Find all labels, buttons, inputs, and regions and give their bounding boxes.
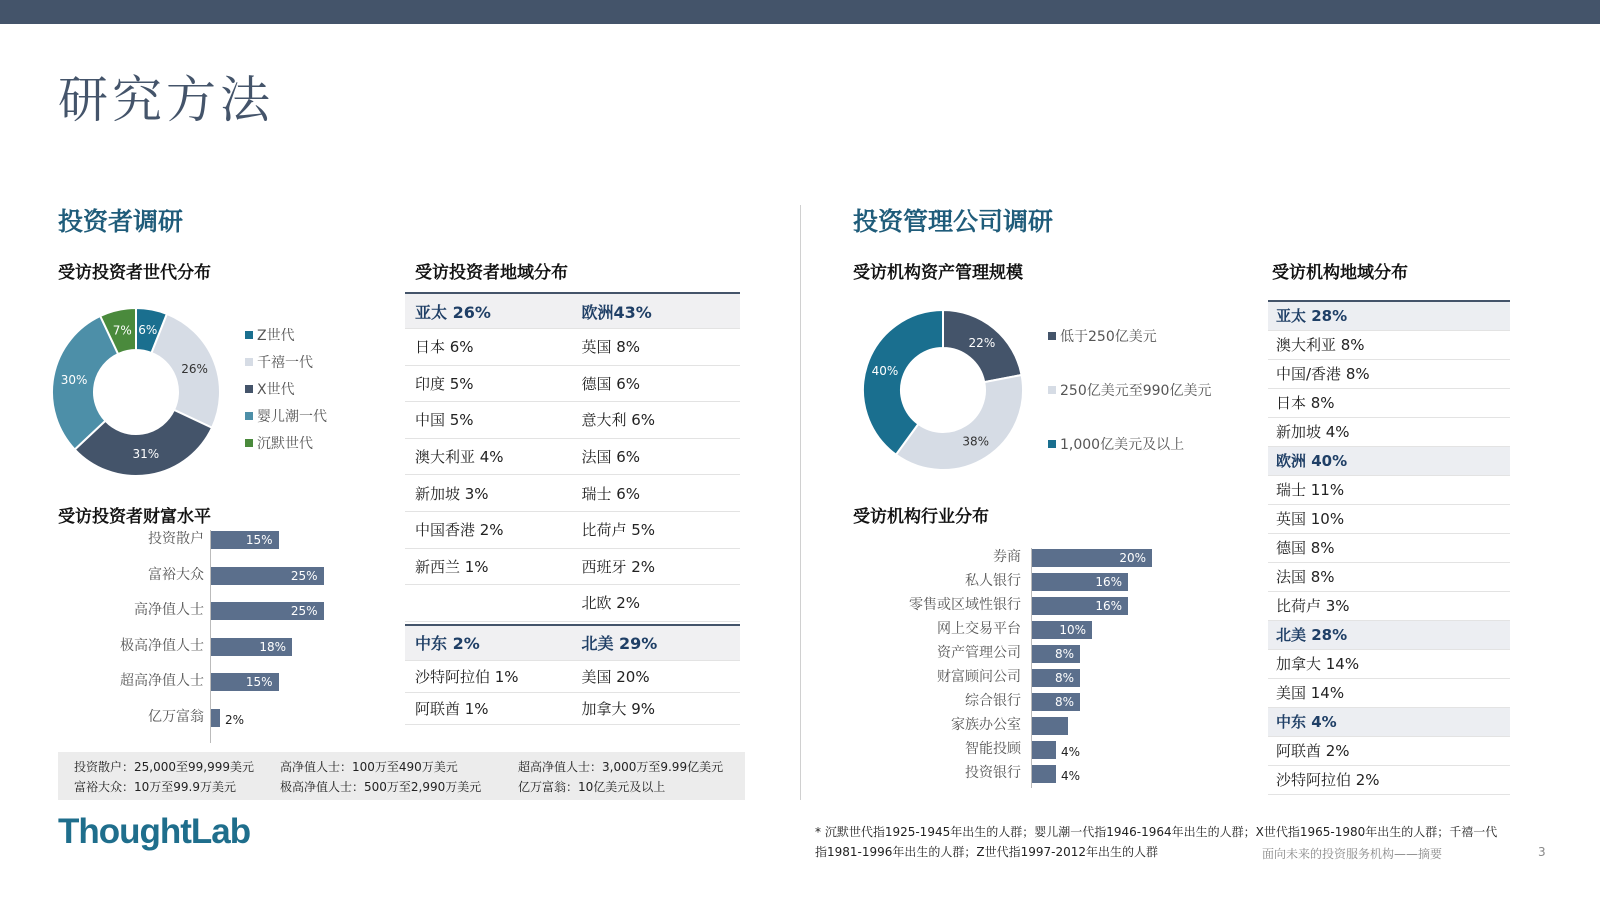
inst-region-header: 中东 4% bbox=[1268, 708, 1510, 737]
region-group-header bbox=[405, 624, 740, 661]
industry-category-label: 网上交易平台 bbox=[937, 621, 1021, 637]
region-cell: 瑞士 6% bbox=[581, 484, 641, 503]
wealth-definition: 投资散户：25,000至99,999美元 bbox=[74, 760, 254, 774]
region-table-title: 受访投资者地域分布 bbox=[415, 263, 568, 283]
inst-region-header: 亚太 28% bbox=[1268, 302, 1510, 331]
industry-bar: 8% bbox=[1032, 693, 1080, 711]
section-divider bbox=[800, 205, 801, 800]
generation-slice-label: 6% bbox=[138, 323, 158, 338]
wealth-definition: 亿万富翁：10亿美元及以上 bbox=[518, 780, 666, 794]
legend-label: 沉默世代 bbox=[257, 436, 313, 452]
top-bar bbox=[0, 0, 1600, 24]
region-cell: 中国香港 2% bbox=[415, 521, 504, 540]
wealth-bar: 15% bbox=[211, 531, 279, 549]
page-number: 3 bbox=[1538, 845, 1546, 859]
wealth-category-label: 极高净值人士 bbox=[120, 637, 204, 654]
industry-category-label: 券商 bbox=[993, 549, 1021, 565]
region-header-right: 欧洲43% bbox=[581, 302, 652, 322]
region-cell: 中国 5% bbox=[415, 411, 474, 430]
legend-label: 250亿美元至990亿美元 bbox=[1060, 383, 1212, 399]
region-header-right: 北美 29% bbox=[581, 634, 658, 654]
region-cell: 澳大利亚 4% bbox=[415, 448, 504, 467]
legend-swatch bbox=[245, 331, 253, 339]
region-row bbox=[405, 439, 740, 476]
wealth-value-label: 2% bbox=[225, 712, 245, 727]
thoughtlab-logo: ThoughtLab bbox=[58, 812, 251, 851]
industry-category-label: 智能投顾 bbox=[965, 741, 1021, 757]
industry-bar: 20% bbox=[1032, 549, 1152, 567]
firm-survey-title: 投资管理公司调研 bbox=[853, 207, 1054, 236]
generation-legend-item bbox=[245, 379, 295, 399]
region-cell: 日本 6% bbox=[415, 338, 474, 357]
footnote-line-1: * 沉默世代指1925-1945年出生的人群；婴儿潮一代指1946-1964年出生的人群；X世代指1965-1980年出生的人群；千禧一代 bbox=[815, 825, 1498, 839]
inst-region-list bbox=[1268, 300, 1510, 795]
region-row bbox=[405, 329, 740, 366]
industry-bar bbox=[1032, 765, 1056, 783]
footnote-line-2: 指1981-1996年出生的人群；Z世代指1997-2012年出生的人群 bbox=[815, 845, 1159, 859]
wealth-definition: 高净值人士：100万至490万美元 bbox=[280, 760, 458, 774]
legend-label: X世代 bbox=[257, 382, 295, 398]
industry-value-label: 4% bbox=[1061, 769, 1081, 783]
wealth-chart-title: 受访投资者财富水平 bbox=[58, 507, 211, 527]
legend-swatch bbox=[245, 412, 253, 420]
generation-slice-label: 26% bbox=[181, 361, 208, 376]
industry-bar: 16% bbox=[1032, 597, 1128, 615]
inst-region-title: 受访机构地域分布 bbox=[1272, 263, 1408, 283]
region-cell: 德国 6% bbox=[581, 374, 641, 393]
industry-category-label: 零售或区域性银行 bbox=[909, 597, 1021, 613]
generation-slice-label: 7% bbox=[112, 323, 132, 338]
wealth-bar: 18% bbox=[211, 638, 292, 656]
aum-legend-item bbox=[1048, 434, 1184, 454]
inst-region-row: 美国 14% bbox=[1268, 679, 1510, 708]
inst-region-row: 瑞士 11% bbox=[1268, 476, 1510, 505]
investor-survey-title: 投资者调研 bbox=[58, 207, 184, 236]
industry-bar: 10% bbox=[1032, 621, 1092, 639]
aum-donut-chart bbox=[863, 310, 1023, 470]
region-cell: 新西兰 1% bbox=[415, 557, 489, 576]
industry-bar bbox=[1032, 717, 1068, 735]
industry-bar: 8% bbox=[1032, 669, 1080, 687]
inst-region-row: 法国 8% bbox=[1268, 563, 1510, 592]
region-cell: 沙特阿拉伯 1% bbox=[415, 667, 519, 686]
inst-region-row: 比荷卢 3% bbox=[1268, 592, 1510, 621]
legend-label: Z世代 bbox=[257, 328, 295, 344]
industry-category-label: 综合银行 bbox=[965, 693, 1021, 709]
inst-region-row: 加拿大 14% bbox=[1268, 650, 1510, 679]
wealth-definition: 极高净值人士：500万至2,990万美元 bbox=[280, 780, 482, 794]
legend-label: 婴儿潮一代 bbox=[257, 409, 327, 425]
legend-swatch bbox=[1048, 386, 1056, 394]
region-cell: 西班牙 2% bbox=[581, 557, 656, 576]
legend-label: 1,000亿美元及以上 bbox=[1060, 437, 1185, 453]
aum-slice-label: 22% bbox=[968, 335, 996, 350]
wealth-bar bbox=[211, 709, 220, 727]
wealth-definitions bbox=[58, 752, 745, 800]
generation-slice-label: 30% bbox=[60, 373, 88, 388]
wealth-bar: 25% bbox=[211, 602, 324, 620]
inst-region-row: 英国 10% bbox=[1268, 505, 1510, 534]
generation-legend-item bbox=[245, 406, 327, 426]
legend-swatch bbox=[245, 385, 253, 393]
industry-category-label: 私人银行 bbox=[965, 573, 1021, 589]
aum-legend-item bbox=[1048, 326, 1157, 346]
legend-swatch bbox=[245, 439, 253, 447]
wealth-category-label: 亿万富翁 bbox=[148, 708, 204, 725]
region-group-header bbox=[405, 292, 740, 329]
footer-title: 面向未来的投资服务机构——摘要 bbox=[1262, 847, 1443, 861]
aum-slice-label: 38% bbox=[962, 434, 990, 449]
generation-chart-title: 受访投资者世代分布 bbox=[58, 263, 211, 283]
industry-category-label: 财富顾问公司 bbox=[937, 669, 1021, 685]
region-row bbox=[405, 512, 740, 549]
wealth-bar: 15% bbox=[211, 673, 279, 691]
inst-region-header: 北美 28% bbox=[1268, 621, 1510, 650]
industry-chart-title: 受访机构行业分布 bbox=[853, 507, 989, 527]
region-row bbox=[405, 693, 740, 725]
industry-value-label: 4% bbox=[1061, 745, 1081, 759]
inst-region-row: 中国/香港 8% bbox=[1268, 360, 1510, 389]
inst-region-row: 沙特阿拉伯 2% bbox=[1268, 766, 1510, 795]
inst-region-header: 欧洲 40% bbox=[1268, 447, 1510, 476]
region-header-left: 亚太 26% bbox=[415, 302, 491, 322]
generation-legend-item bbox=[245, 352, 313, 372]
wealth-definition: 富裕大众：10万至99.9万美元 bbox=[74, 780, 236, 794]
legend-swatch bbox=[245, 358, 253, 366]
region-row bbox=[405, 402, 740, 439]
inst-region-row: 澳大利亚 8% bbox=[1268, 331, 1510, 360]
inst-region-row: 德国 8% bbox=[1268, 534, 1510, 563]
region-cell: 新加坡 3% bbox=[415, 484, 489, 503]
wealth-definition: 超高净值人士：3,000万至9.99亿美元 bbox=[518, 760, 724, 774]
page-title: 研究方法 bbox=[58, 71, 274, 129]
legend-label: 千禧一代 bbox=[257, 355, 313, 371]
region-row bbox=[405, 366, 740, 403]
region-row bbox=[405, 549, 740, 586]
industry-bar bbox=[1032, 741, 1056, 759]
generation-slice-label: 31% bbox=[132, 447, 160, 462]
aum-legend-item bbox=[1048, 380, 1211, 400]
inst-region-row: 新加坡 4% bbox=[1268, 418, 1510, 447]
wealth-category-label: 超高净值人士 bbox=[120, 673, 204, 689]
generation-legend-item bbox=[245, 325, 295, 345]
region-cell: 加拿大 9% bbox=[581, 699, 656, 718]
investor-region-table bbox=[405, 292, 740, 725]
region-row bbox=[405, 585, 740, 622]
region-header-left: 中东 2% bbox=[415, 634, 480, 654]
region-cell: 意大利 6% bbox=[581, 411, 656, 430]
region-cell: 阿联酋 1% bbox=[415, 699, 489, 718]
region-cell: 北欧 2% bbox=[581, 594, 641, 613]
legend-swatch bbox=[1048, 332, 1056, 340]
industry-category-label: 家族办公室 bbox=[951, 717, 1021, 733]
generation-donut-chart bbox=[52, 308, 220, 476]
region-row bbox=[405, 661, 740, 693]
wealth-bar: 25% bbox=[211, 567, 324, 585]
industry-category-label: 投资银行 bbox=[965, 765, 1021, 781]
industry-bar-chart bbox=[853, 548, 1183, 793]
legend-label: 低于250亿美元 bbox=[1060, 329, 1157, 345]
region-cell: 法国 6% bbox=[581, 448, 641, 467]
industry-category-label: 资产管理公司 bbox=[937, 645, 1021, 661]
region-cell: 印度 5% bbox=[415, 374, 474, 393]
industry-bar: 8% bbox=[1032, 645, 1080, 663]
wealth-category-label: 投资散户 bbox=[148, 531, 204, 547]
industry-bar: 16% bbox=[1032, 573, 1128, 591]
generation-legend-item bbox=[245, 433, 313, 453]
inst-region-row: 日本 8% bbox=[1268, 389, 1510, 418]
inst-region-row: 阿联酋 2% bbox=[1268, 737, 1510, 766]
region-cell: 比荷卢 5% bbox=[581, 521, 656, 540]
aum-chart-title: 受访机构资产管理规模 bbox=[853, 263, 1023, 283]
region-cell: 美国 20% bbox=[581, 667, 650, 686]
wealth-category-label: 富裕大众 bbox=[148, 566, 204, 583]
aum-slice-label: 40% bbox=[871, 364, 899, 379]
legend-swatch bbox=[1048, 440, 1056, 448]
wealth-bar-chart bbox=[58, 530, 388, 740]
region-cell: 英国 8% bbox=[581, 338, 641, 357]
region-row bbox=[405, 475, 740, 512]
wealth-category-label: 高净值人士 bbox=[134, 602, 204, 618]
